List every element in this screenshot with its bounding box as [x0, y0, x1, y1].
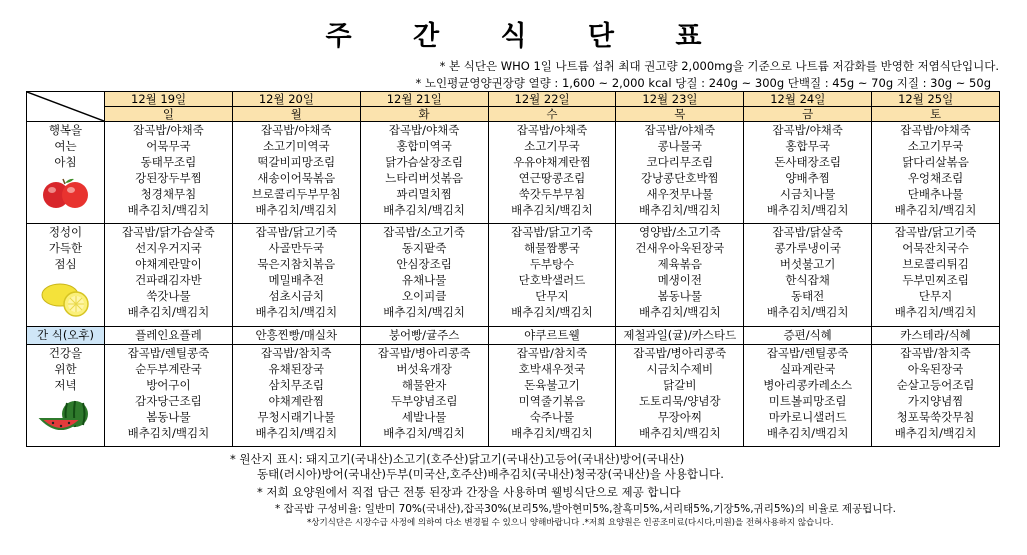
menu-item: 배추김치/백김치 [383, 203, 465, 217]
menu-item: 세발나물 [401, 409, 447, 424]
origin-note: * 원산지 표시: 돼지고기(국내산)소고기(호주산)닭고기(국내산)고등어(국내산)방어(국내산) [230, 452, 685, 466]
menu-item: 묵은지참치볶음 [257, 257, 336, 272]
menu-item: 배추김치/백김치 [894, 203, 977, 217]
menu-item: 닭갈비 [663, 377, 697, 392]
menu-item: 잡곡밥/닭고기죽 [255, 225, 338, 240]
snack-cell: 증편/식혜 [744, 326, 872, 344]
label-line: 아침 [54, 155, 77, 169]
meal-cell [872, 224, 1000, 326]
menu-item: 배추김치/백김치 [511, 305, 593, 320]
menu-item: 버섯불고기 [779, 257, 836, 272]
menu-item: 잡곡밥/참치죽 [516, 345, 588, 360]
sodium-note: * 본 식단은 WHO 1일 나트륨 섭취 최대 권고량 2,000mg을 기준으로 나트륨 저감화를 반영한 저염식단입니다. [439, 59, 999, 73]
menu-item: 동태전 [790, 289, 825, 304]
date-cell: 12월 21일 [360, 92, 488, 107]
menu-item: 미트볼피망조림 [768, 393, 847, 408]
meal-cell [488, 224, 616, 326]
meal-cell [360, 224, 488, 326]
menu-item: 배추김치/백김치 [383, 425, 465, 440]
menu-item: 우유야채계란찜 [513, 155, 591, 169]
menu-item: 오이피클 [401, 289, 447, 304]
label-line: 여는 [54, 139, 77, 153]
menu-item: 홍합미역국 [396, 139, 452, 153]
menu-item: 콩가루냉이국 [774, 241, 841, 256]
menu-item: 새송이어묵볶음 [257, 171, 336, 185]
day-cell: 목 [616, 107, 744, 122]
menu-item: 한식잡채 [785, 273, 830, 288]
menu-item: 야채계란말이 [135, 257, 202, 272]
menu-item: 쑥갓나물 [146, 289, 191, 304]
menu-item: 호박새우젓국 [518, 361, 586, 376]
lunch-row [27, 224, 1000, 326]
menu-item: 실파계란국 [779, 361, 836, 376]
label-line: 점심 [54, 257, 77, 272]
date-cell: 12월 25일 [872, 92, 1000, 107]
menu-item: 잡곡밥/닭가슴살죽 [122, 225, 215, 240]
menu-item: 배추김치/백김치 [766, 203, 849, 217]
meal-cell [360, 122, 488, 224]
menu-item: 잡곡밥/렌틸콩죽 [127, 345, 210, 360]
menu-item: 배추김치/백김치 [766, 305, 849, 320]
menu-item: 버섯육개장 [396, 361, 452, 376]
menu-item: 느타리버섯볶음 [385, 171, 463, 185]
date-row [27, 92, 1000, 107]
menu-item: 감자당근조림 [135, 393, 202, 408]
menu-item: 해물짬뽕국 [524, 241, 580, 256]
menu-item: 배추김치/백김치 [255, 425, 338, 440]
sauce-note: * 저희 요양원에서 직접 담근 전통 된장과 간장을 사용하며 웰빙식단으로 제공 합니다 [257, 485, 681, 499]
menu-item: 소고기미역국 [262, 139, 330, 153]
date-cell: 12월 23일 [616, 92, 744, 107]
snack-label: 간 식(오후) [27, 326, 105, 344]
menu-item: 순두부계란국 [135, 361, 202, 376]
meal-cell [488, 344, 616, 446]
menu-item: 동지팥죽 [401, 241, 447, 256]
menu-item: 배추김치/백김치 [127, 305, 210, 320]
menu-item: 배추김치/백김치 [894, 425, 977, 440]
label-line: 행복을 [48, 123, 83, 137]
menu-item: 두부양념조림 [390, 393, 458, 408]
menu-item: 홍합무국 [785, 139, 830, 153]
menu-item: 잡곡밥/렌틸콩죽 [766, 345, 849, 360]
meal-cell [872, 122, 1000, 224]
menu-item: 배추김치/백김치 [511, 203, 593, 217]
menu-item: 숙주나물 [529, 409, 575, 424]
menu-item: 잡곡밥/야채죽 [516, 123, 588, 137]
menu-item: 메밀배추전 [268, 273, 325, 288]
snack-cell: 안흥찐빵/매실차 [232, 326, 360, 344]
menu-item: 배추김치/백김치 [255, 305, 338, 320]
menu-item: 병아리콩카레소스 [763, 377, 853, 392]
day-cell: 수 [488, 107, 616, 122]
menu-item: 강낭콩단호박찜 [640, 171, 719, 185]
meal-cell [105, 224, 233, 326]
meal-cell [232, 344, 360, 446]
snack-row [27, 326, 1000, 344]
breakfast-label [27, 122, 105, 224]
label-line: 가득한 [48, 241, 83, 256]
menu-item: 선지우거지국 [135, 241, 202, 256]
weekly-menu-table [26, 91, 1000, 447]
meal-cell [744, 224, 872, 326]
menu-item: 떡갈비피망조림 [257, 155, 336, 169]
menu-item: 어묵잔치국수 [902, 241, 969, 256]
menu-item: 메생이전 [657, 273, 703, 288]
menu-item: 두부민찌조림 [902, 273, 969, 288]
day-cell: 일 [105, 107, 233, 122]
date-cell: 12월 19일 [105, 92, 233, 107]
meal-cell [616, 344, 744, 446]
menu-item: 영양밥/소고기죽 [638, 225, 721, 240]
menu-item: 건파래김자반 [135, 273, 202, 288]
meal-cell [105, 344, 233, 446]
meal-cell [360, 344, 488, 446]
menu-item: 배추김치/백김치 [638, 203, 721, 217]
label-line: 위한 [54, 361, 77, 376]
menu-item: 가지양념찜 [907, 393, 964, 408]
menu-item: 마카로니샐러드 [768, 409, 847, 424]
menu-item: 잡곡밥/닭살죽 [772, 225, 843, 240]
day-row [27, 107, 1000, 122]
menu-item: 시금치나물 [779, 187, 836, 201]
menu-item: 잡곡밥/야채죽 [261, 123, 332, 137]
meal-cell [872, 344, 1000, 446]
corner-cell [27, 92, 105, 122]
dinner-row [27, 344, 1000, 446]
date-cell: 12월 20일 [232, 92, 360, 107]
menu-item: 청포묵쑥갓무침 [896, 409, 975, 424]
label-line: 정성이 [48, 225, 83, 240]
menu-item: 잡곡밥/야채죽 [388, 123, 460, 137]
menu-item: 봄동나물 [146, 409, 191, 424]
menu-item: 소고기무국 [907, 139, 964, 153]
watermelon-icon [37, 399, 95, 435]
meal-cell [232, 122, 360, 224]
menu-item: 잡곡밥/닭고기죽 [894, 225, 977, 240]
day-cell: 월 [232, 107, 360, 122]
menu-item: 잡곡밥/야채죽 [772, 123, 843, 137]
menu-item: 미역줄기볶음 [518, 393, 586, 408]
lemon-icon [38, 278, 94, 318]
menu-item: 해물완자 [401, 377, 447, 392]
menu-item: 제육볶음 [657, 257, 703, 272]
snack-cell: 제철과일(귤)/카스타드 [616, 326, 744, 344]
label-line: 건강을 [48, 345, 83, 360]
menu-item: 꽈리멸치찜 [396, 187, 452, 201]
label-line: 저녁 [54, 377, 77, 392]
menu-item: 잡곡밥/야채죽 [644, 123, 716, 137]
menu-item: 무장아찌 [657, 409, 703, 424]
menu-item: 새우젓무나물 [646, 187, 714, 201]
snack-cell: 붕어빵/귤주스 [360, 326, 488, 344]
menu-item: 강된장두부찜 [135, 171, 202, 185]
menu-item: 브로콜리튀김 [902, 257, 969, 272]
day-cell: 화 [360, 107, 488, 122]
menu-item: 잡곡밥/소고기죽 [383, 225, 465, 240]
meal-cell [616, 122, 744, 224]
menu-item: 잡곡밥/참치죽 [261, 345, 332, 360]
day-cell: 토 [872, 107, 1000, 122]
menu-item: 어묵무국 [146, 139, 191, 153]
menu-item: 순살고등어조림 [896, 377, 975, 392]
origin-note-continued: 동태(러시아)방어(국내산)두부(미국산,호주산)배추김치(국내산)청국장(국내산)을 사용합니다. [257, 467, 724, 481]
menu-item: 동태무조림 [140, 155, 197, 169]
dinner-label [27, 344, 105, 446]
menu-item: 섬초시금치 [268, 289, 325, 304]
menu-item: 유채된장국 [268, 361, 325, 376]
menu-item: 배추김치/백김치 [894, 305, 977, 320]
grain-ratio-note: * 잡곡밥 구성비율: 일반미 70%(국내산),잡곡30%(보리5%,발아현미5%,찰흑미5%,서리태5%,기장5%,귀리5%)의 비율로 제공됩니다. [275, 503, 896, 515]
menu-item: 삼치무조림 [268, 377, 325, 392]
menu-item: 사골만두국 [268, 241, 325, 256]
menu-item: 잡곡밥/야채죽 [133, 123, 204, 137]
menu-item: 잡곡밥/야채죽 [900, 123, 971, 137]
date-cell: 12월 22일 [488, 92, 616, 107]
menu-item: 두부탕수 [529, 257, 575, 272]
menu-item: 단호박샐러드 [518, 273, 586, 288]
meal-cell [616, 224, 744, 326]
meal-cell [744, 344, 872, 446]
menu-item: 우엉채조림 [907, 171, 964, 185]
menu-item: 코다리무조림 [646, 155, 714, 169]
menu-item: 쑥갓두부무침 [518, 187, 586, 201]
lunch-label [27, 224, 105, 326]
snack-cell: 카스테라/식혜 [872, 326, 1000, 344]
meal-cell [105, 122, 233, 224]
date-cell: 12월 24일 [744, 92, 872, 107]
menu-item: 건새우아욱된장국 [635, 241, 725, 256]
menu-item: 청경채무침 [140, 187, 197, 201]
menu-item: 콩나물국 [657, 139, 703, 153]
menu-item: 배추김치/백김치 [638, 305, 721, 320]
menu-item: 배추김치/백김치 [766, 425, 849, 440]
menu-item: 배추김치/백김치 [511, 425, 593, 440]
menu-item: 배추김치/백김치 [255, 203, 338, 217]
nutrition-note: * 노인평균영양권장량 열량 : 1,600 ~ 2,000 kcal 당질 : 240g ~ 300g 단백질 : 45g ~ 70g 지질 : 30g ~ 50g [415, 76, 991, 90]
meal-cell [232, 224, 360, 326]
menu-item: 도토리묵/양념장 [638, 393, 721, 408]
menu-item: 잡곡밥/병아리콩죽 [377, 345, 471, 360]
menu-item: 돈사태장조림 [774, 155, 841, 169]
snack-cell: 플레인요플레 [105, 326, 233, 344]
menu-item: 봄동나물 [657, 289, 703, 304]
menu-item: 배추김치/백김치 [638, 425, 721, 440]
menu-item: 배추김치/백김치 [127, 425, 210, 440]
menu-item: 시금치수제비 [646, 361, 714, 376]
menu-item: 단무지 [535, 289, 569, 304]
page-title: 주 간 식 단 표 [325, 21, 728, 52]
menu-item: 안심장조림 [396, 257, 452, 272]
menu-item: 잡곡밥/참치죽 [900, 345, 971, 360]
apple-icon [41, 176, 91, 212]
breakfast-row [27, 122, 1000, 224]
menu-item: 돈육불고기 [524, 377, 580, 392]
menu-item: 잡곡밥/병아리콩죽 [633, 345, 727, 360]
menu-item: 유채나물 [401, 273, 447, 288]
menu-item: 배추김치/백김치 [127, 203, 210, 217]
snack-cell: 야쿠르트웰 [488, 326, 616, 344]
day-cell: 금 [744, 107, 872, 122]
disclaimer-note: *상기식단은 시장수급 사정에 의하여 다소 변경될 수 있으니 양해바랍니다 .*저희 요양원은 인공조미료(다시다,미원)을 전혀사용하지 않습니다. [307, 518, 834, 528]
menu-item: 연근땅콩조림 [518, 171, 586, 185]
menu-item: 방어구이 [146, 377, 191, 392]
menu-item: 무청시래기나물 [257, 409, 336, 424]
menu-item: 단배추나물 [907, 187, 964, 201]
menu-item: 닭다리살볶음 [902, 155, 969, 169]
menu-item: 야채계란찜 [268, 393, 325, 408]
menu-item: 소고기무국 [524, 139, 580, 153]
menu-item: 닭가슴살장조림 [385, 155, 463, 169]
meal-cell [488, 122, 616, 224]
menu-item: 브로콜리두부무침 [251, 187, 341, 201]
menu-item: 아욱된장국 [907, 361, 964, 376]
menu-item: 배추김치/백김치 [383, 305, 465, 320]
meal-cell [744, 122, 872, 224]
menu-item: 양배추찜 [785, 171, 830, 185]
diagonal-line [27, 92, 104, 121]
menu-item: 잡곡밥/닭고기죽 [511, 225, 593, 240]
menu-item: 단무지 [918, 289, 953, 304]
